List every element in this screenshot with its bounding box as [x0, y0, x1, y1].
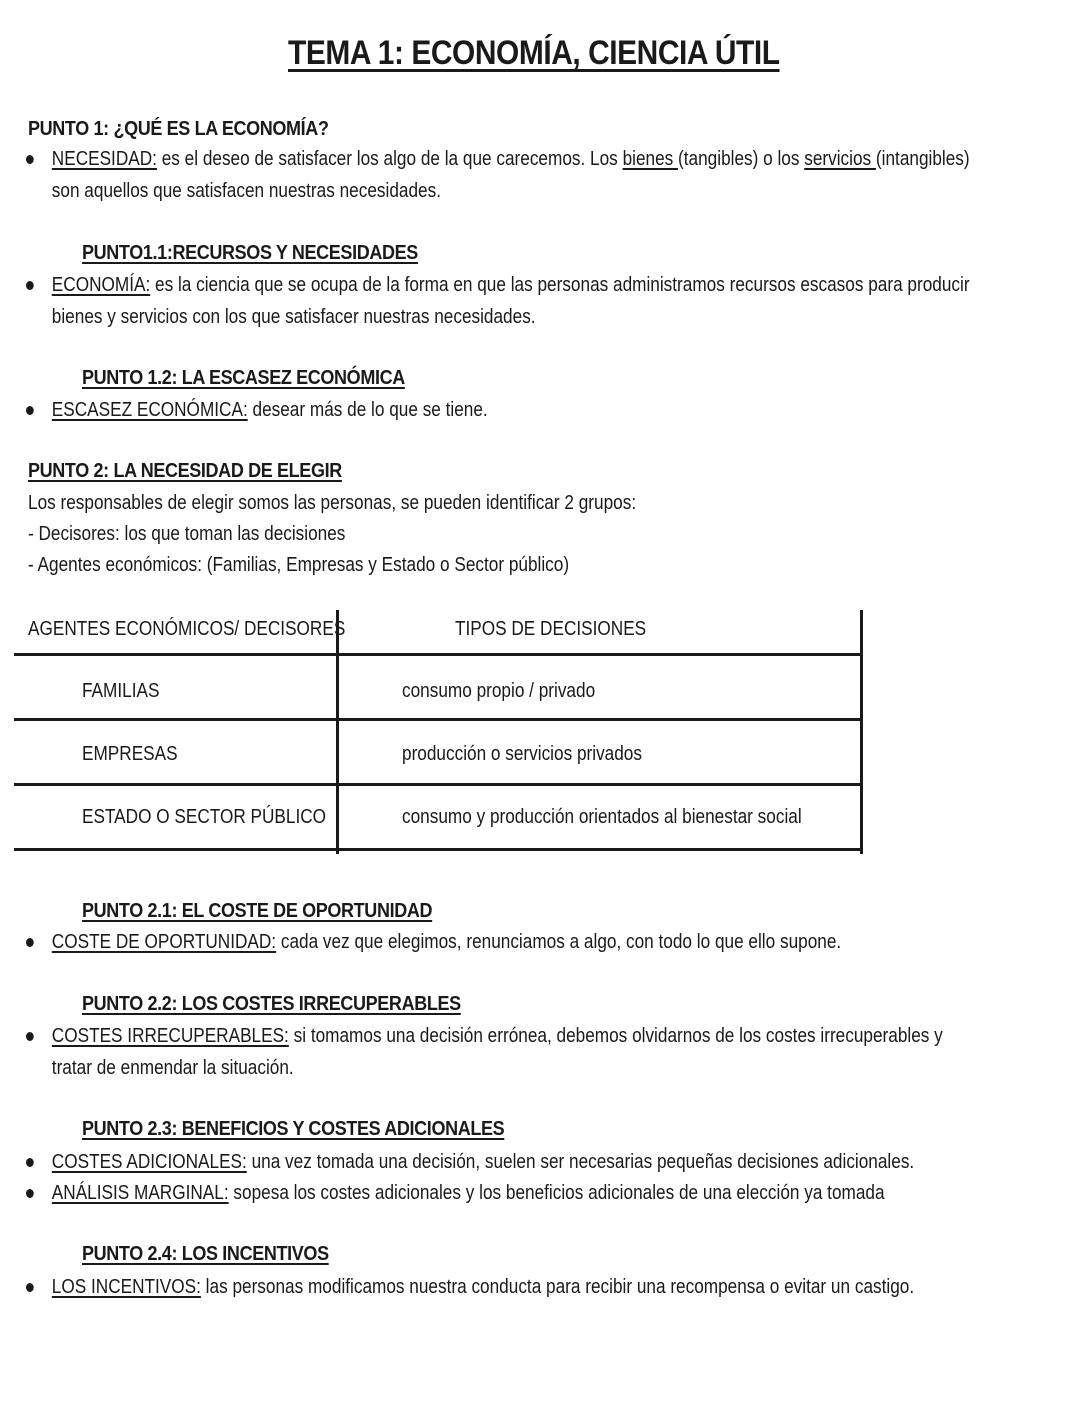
- table-cell-decision: consumo propio / privado: [402, 680, 596, 702]
- text-segment: una vez tomada una decisión, suelen ser necesarias pequeñas decisiones adicionales.: [246, 1151, 915, 1173]
- text-segment: sopesa los costes adicionales y los beneficios adicionales de una elección ya tomada: [228, 1182, 885, 1204]
- text-segment: cada vez que elegimos, renunciamos a algo, con todo lo que ello supone.: [276, 931, 842, 953]
- heading-punto-2-1: PUNTO 2.1: EL COSTE DE OPORTUNIDAD: [82, 900, 433, 922]
- term-incentivos: LOS INCENTIVOS:: [51, 1276, 201, 1298]
- bullet-necesidad: [26, 143, 972, 207]
- text-segment: es el deseo de satisfacer los algo de la que carecemos. Los: [156, 148, 623, 170]
- table-divider-horizontal: [14, 653, 863, 656]
- table-cell-agent: FAMILIAS: [82, 680, 160, 702]
- table-cell-decision: consumo y producción orientados al bienestar social: [402, 806, 802, 828]
- bullet-text: [26, 394, 972, 426]
- bullet-economia: [26, 269, 972, 333]
- bullet-dot: [26, 155, 34, 164]
- term-escasez: ESCASEZ ECONÓMICA:: [51, 399, 248, 421]
- table-divider-horizontal: [14, 718, 863, 721]
- bullet-dot: [26, 1032, 34, 1041]
- bullet-dot: [26, 938, 34, 947]
- term-servicios: servicios: [804, 148, 876, 170]
- table-border-bottom: [14, 848, 863, 851]
- heading-punto-2: PUNTO 2: LA NECESIDAD DE ELEGIR: [28, 460, 342, 482]
- heading-punto-2-2: PUNTO 2.2: LOS COSTES IRRECUPERABLES: [82, 993, 461, 1015]
- term-necesidad: NECESIDAD:: [51, 148, 157, 170]
- term-bienes: bienes: [622, 148, 679, 170]
- table-header-agentes: AGENTES ECONÓMICOS/ DECISORES: [28, 618, 346, 640]
- bullet-escasez: [26, 394, 972, 426]
- bullet-dot: [26, 281, 34, 290]
- bullet-costes-adicionales: [26, 1146, 972, 1178]
- bullet-incentivos: [26, 1271, 972, 1303]
- table-header-tipos: TIPOS DE DECISIONES: [455, 618, 647, 640]
- bullet-text: [26, 1146, 972, 1178]
- table-cell-agent: EMPRESAS: [82, 743, 178, 765]
- table-divider-horizontal: [14, 783, 863, 786]
- bullet-text: [26, 926, 972, 958]
- punto-2-line-decisores: - Decisores: los que toman las decisiones: [28, 523, 346, 545]
- term-analisis-marginal: ANÁLISIS MARGINAL:: [51, 1182, 229, 1204]
- bullet-coste-oportunidad: [26, 926, 972, 958]
- bullet-text: [26, 143, 972, 207]
- heading-punto-1: PUNTO 1: ¿QUÉ ES LA ECONOMÍA?: [28, 118, 329, 140]
- punto-2-line-agentes: - Agentes económicos: (Familias, Empresas y Estado o Sector público): [28, 554, 570, 576]
- punto-2-intro: Los responsables de elegir somos las personas, se pueden identificar 2 grupos:: [28, 492, 637, 514]
- text-segment: desear más de lo que se tiene.: [247, 399, 488, 421]
- heading-punto-1-1: PUNTO1.1:RECURSOS Y NECESIDADES: [82, 242, 418, 264]
- table-border-right: [860, 610, 863, 854]
- text-segment: (intangibles) son aquellos que satisfacen nuestras necesidades.: [51, 148, 970, 202]
- text-segment: si tomamos una decisión errónea, debemos olvidarnos de los costes irrecuperables y tratar de enmendar la situación.: [51, 1025, 943, 1079]
- table-divider-vertical: [336, 610, 339, 854]
- term-costes-irrecuperables: COSTES IRRECUPERABLES:: [51, 1025, 289, 1047]
- term-economia: ECONOMÍA:: [51, 274, 151, 296]
- bullet-text: [26, 1177, 972, 1209]
- bullet-costes-irrecuperables: [26, 1020, 972, 1084]
- bullet-dot: [26, 1283, 34, 1292]
- heading-punto-1-2: PUNTO 1.2: LA ESCASEZ ECONÓMICA: [82, 367, 405, 389]
- document-title: TEMA 1: ECONOMÍA, CIENCIA ÚTIL: [287, 34, 780, 72]
- bullet-dot: [26, 1158, 34, 1167]
- bullet-dot: [26, 1189, 34, 1198]
- bullet-analisis-marginal: [26, 1177, 972, 1209]
- text-segment: (tangibles) o los: [678, 148, 805, 170]
- text-segment: es la ciencia que se ocupa de la forma en que las personas administramos recursos escasos para producir bienes y servicios con los que satisfacer nuestras necesidades.: [51, 274, 970, 328]
- bullet-text: [26, 269, 972, 333]
- heading-punto-2-4: PUNTO 2.4: LOS INCENTIVOS: [82, 1243, 329, 1265]
- bullet-dot: [26, 406, 34, 415]
- term-coste-oportunidad: COSTE DE OPORTUNIDAD:: [51, 931, 277, 953]
- heading-punto-2-3: PUNTO 2.3: BENEFICIOS Y COSTES ADICIONALES: [82, 1118, 505, 1140]
- term-costes-adicionales: COSTES ADICIONALES:: [51, 1151, 247, 1173]
- bullet-text: [26, 1271, 972, 1303]
- agents-decisions-table: [14, 610, 866, 854]
- bullet-text: [26, 1020, 972, 1084]
- text-segment: las personas modificamos nuestra conducta para recibir una recompensa o evitar un castigo.: [200, 1276, 915, 1298]
- table-cell-decision: producción o servicios privados: [402, 743, 642, 765]
- table-cell-agent: ESTADO O SECTOR PÚBLICO: [82, 806, 327, 828]
